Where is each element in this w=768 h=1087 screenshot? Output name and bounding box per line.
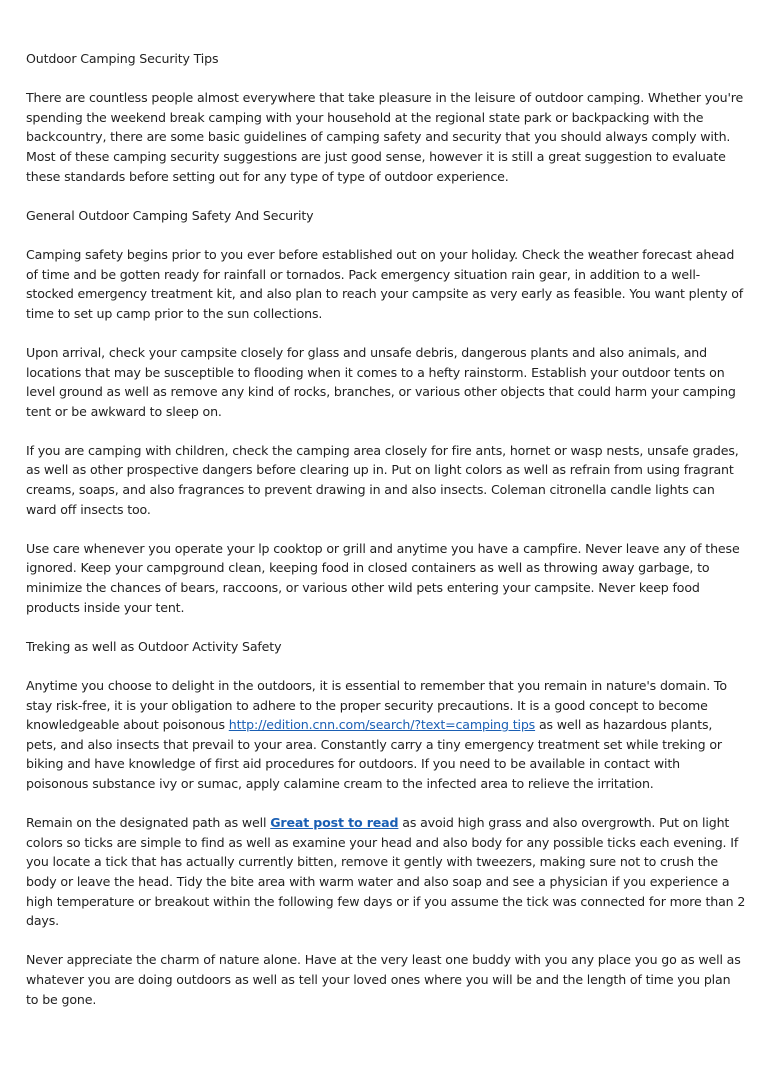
paragraph-preparation: Camping safety begins prior to you ever before established out on your holiday. Check the weather forecast ahead of time and be gotten ready for rainfall or tornados. Pack emergency situation rain gear, in addition to a well-stocked emergency treatment kit, and also plan to reach your campsite as very early as feasible. You want plenty of time to set up camp prior to the sun collections. — [26, 246, 744, 321]
document-title: Outdoor Camping Security Tips — [26, 51, 219, 66]
section-heading-general-safety: General Outdoor Camping Safety And Security — [26, 207, 314, 223]
great-post-link[interactable]: Great post to read — [270, 815, 399, 831]
paragraph-ticks-text-end: as avoid high grass and also overgrowth. Put on light colors so ticks are simple to find as well as examine your head and also body for any possible ticks each evening. If you locate a tick that has actually currently bitten, remove it gently with tweezers, making sure not to crush the body or leave the head. Tidy the bite area with warm water and also soap and see a physician if you experience a high temperature or breakout within the following few days or if you assume the tick was connected for more than 2 days. — [26, 815, 746, 929]
cnn-search-link[interactable]: http://edition.cnn.com/search/?text=camping tips — [228, 717, 536, 733]
paragraph-buddy: Never appreciate the charm of nature alone. Have at the very least one buddy with you any place you go as well as whatever you are doing outdoors as well as tell your loved ones where you will be and the length of time you plan to be gone. — [26, 952, 741, 1007]
paragraph-outdoors — [26, 676, 746, 794]
paragraph-ticks — [26, 813, 746, 931]
intro-paragraph: There are countless people almost everywhere that take pleasure in the leisure of outdoor camping. Whether you're spending the weekend break camping with your household at the regional state park or backpacking with the backcountry, there are some basic guidelines of camping safety and security that you should always comply with. Most of these camping security suggestions are just good sense, however it is still a great suggestion to evaluate these standards before setting out for any type of type of outdoor experience. — [26, 90, 744, 184]
document-page — [26, 49, 746, 1029]
paragraph-arrival: Upon arrival, check your campsite closely for glass and unsafe debris, dangerous plants and also animals, and locations that may be susceptible to flooding when it comes to a hefty rainstorm. Establish your outdoor tents on level ground as well as remove any kind of rocks, branches, or various other objects that could harm your camping tent or be awkward to sleep on. — [26, 344, 736, 419]
paragraph-outdoors-text-start: Anytime you choose to delight in the outdoors, it is essential to remember that you remain in nature's domain. To stay risk-free, it is your obligation to adhere to the proper security precautions. It is a good concept to become knowledgeable about poisonous — [26, 678, 727, 733]
paragraph-ticks-text-start: Remain on the designated path as well — [26, 815, 271, 831]
paragraph-outdoors-text-end: as well as hazardous plants, pets, and also insects that prevail to your area. Constantly carry a tiny emergency treatment set while treking or biking and have knowledge of first aid procedures for outdoors. If you need to be available in contact with poisonous substance ivy or sumac, apply calamine cream to the infected area to relieve the irritation. — [26, 717, 722, 791]
section-heading-activity-safety: Treking as well as Outdoor Activity Safety — [26, 638, 282, 654]
paragraph-children: If you are camping with children, check the camping area closely for fire ants, hornet or wasp nests, unsafe grades, as well as other prospective dangers before clearing up in. Put on light colors as well as refrain from using fragrant creams, soaps, and also fragrances to prevent drawing in and also insects. Coleman citronella candle lights can ward off insects too. — [26, 442, 739, 517]
paragraph-campfire: Use care whenever you operate your lp cooktop or grill and anytime you have a campfire. Never leave any of these ignored. Keep your campground clean, keeping food in closed containers as well as throwing away garbage, to minimize the chances of bears, raccoons, or various other wild pets entering your campsite. Never keep food products inside your tent. — [26, 540, 740, 615]
